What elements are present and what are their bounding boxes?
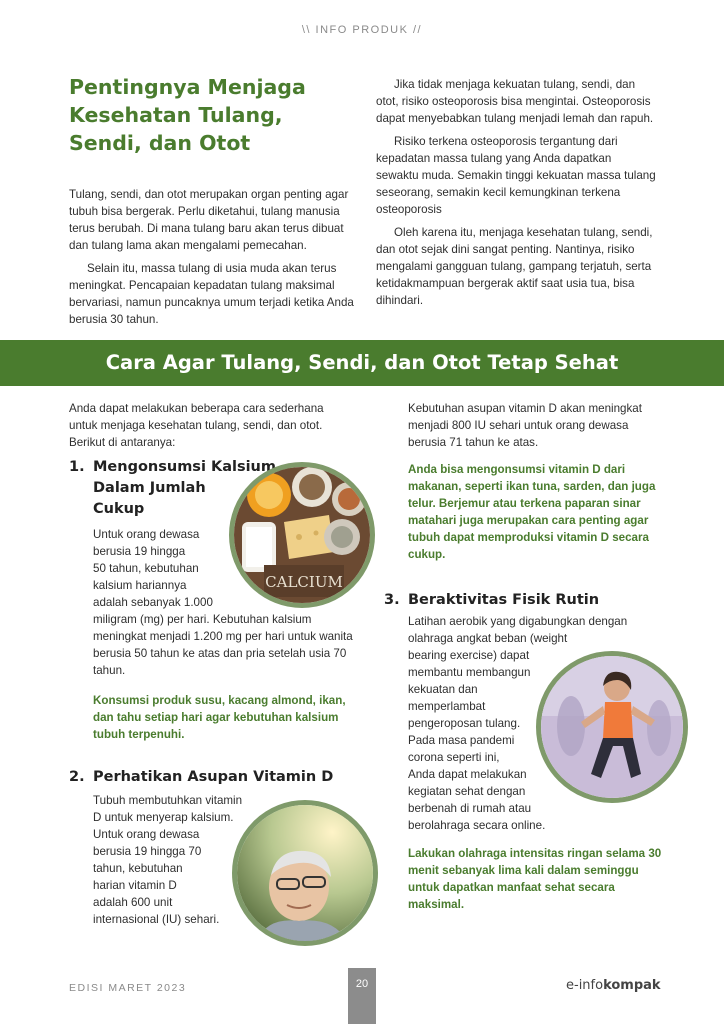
item-2-line: Tubuh membutuhkan vitamin — [93, 794, 243, 807]
item-3-line: bearing exercise) dapat — [408, 649, 530, 662]
item-3-line: Pada masa pandemi — [408, 734, 515, 747]
item-1-body-wrap — [93, 526, 233, 611]
paragraph: Oleh karena itu, menjaga kesehatan tulang, sendi, dan otot sejak dini sangat penting. Nantinya, risiko mengalami gangguan tulang, gampang terjatuh, serta ketidakmampuan bergerak aktif saat usia tua, bisa dihindari. — [376, 226, 653, 307]
item-2-continued: Kebutuhan asupan vitamin D akan meningkat menjadi 800 IU sehari untuk orang dewasa berusia 71 tahun ke atas. — [408, 402, 642, 449]
calcium-food-image — [229, 462, 375, 608]
item-title-line: Cukup — [93, 501, 145, 517]
section-intro: Anda dapat melakukan beberapa cara sederhana untuk menjaga kesehatan tulang, sendi, dan otot. Berikut di antaranya: — [69, 402, 324, 449]
section-label: \\ INFO PRODUK // — [301, 24, 423, 36]
item-3-line: berbenah di rumah atau — [408, 802, 532, 815]
item-3-body-top: Latihan aerobik yang digabungkan dengan olahraga angkat beban (weight — [408, 615, 628, 645]
item-3-line: berolahraga secara online. — [408, 819, 546, 832]
item-1-line: kalsium hariannya — [93, 579, 187, 592]
item-3-line: membantu membangun — [408, 666, 531, 679]
brand-logo — [566, 978, 661, 993]
calcium-chalk-label: CALCIUM — [265, 573, 343, 591]
item-2-tip: Anda bisa mengonsumsi vitamin D dari makanan, seperti ikan tuna, sarden, dan juga telur. Berjemur atau terkena paparan sinar matahari juga merupakan cara penting agar tubuh dapat memproduksi vitamin D secara cukup. — [408, 463, 656, 561]
item-2-line: D untuk menyerap kalsium. — [93, 811, 234, 824]
item-3-line: kekuatan dan — [408, 683, 478, 696]
item-2-line: Untuk orang dewasa — [93, 828, 200, 841]
elderly-sunlight-image — [232, 800, 378, 946]
paragraph: Selain itu, massa tulang di usia muda akan terus meningkat. Pencapaian kepadatan tulang maksimal bervariasi, namun puncaknya umum terjadi ketika Anda berusia 30 tahun. — [69, 262, 354, 326]
section-banner — [0, 340, 724, 386]
item-title: Perhatikan Asupan Vitamin D — [93, 769, 334, 785]
paragraph: Tulang, sendi, dan otot merupakan organ penting agar tubuh bisa bergerak. Perlu diketahui, tulang manusia terus berubah. Di mana tulang baru akan terus dibuat dan tulang lama akan mengalami pemecahan. — [69, 188, 349, 252]
elderly-man-illustration — [237, 805, 373, 941]
item-3-line: kegiatan sehat dengan — [408, 785, 526, 798]
item-3-body — [408, 647, 558, 834]
item-3-line: memperlambat — [408, 700, 486, 713]
item-3-tip: Lakukan olahraga intensitas ringan selama 30 menit sebanyak lima kali dalam seminggu untuk dapatkan manfaat sehat secara maksimal. — [408, 847, 662, 911]
article-title: Pentingnya Menjaga Kesehatan Tulang, Sendi, dan Otot — [69, 75, 306, 155]
edition-label: EDISI MARET 2023 — [69, 982, 187, 994]
article-left-column — [69, 186, 354, 334]
item-2-heading — [69, 767, 333, 788]
paragraph: Jika tidak menjaga kekuatan tulang, sendi, dan otot, risiko osteoporosis bisa mengintai. Osteoporosis dapat menyebabkan tulang menjadi lemah dan rapuh. — [376, 78, 654, 125]
brand-bold: kompak — [603, 978, 661, 993]
article-right-column — [376, 76, 656, 315]
brand-prefix: e-info — [566, 978, 604, 993]
item-2-line: internasional (IU) sehari. — [93, 913, 220, 926]
item-1-line: 50 tahun, kebutuhan — [93, 562, 199, 575]
exercise-image — [536, 651, 688, 803]
page-number: 20 — [348, 968, 376, 1024]
item-1-tip: Konsumsi produk susu, kacang almond, ikan, dan tahu setiap hari agar kebutuhan kalsium tubuh terpenuhi. — [93, 694, 346, 741]
item-3-line: pengeroposan tulang. — [408, 717, 521, 730]
item-number: 2. — [69, 769, 85, 785]
item-title-line: Mengonsumsi Kalsium — [93, 459, 276, 475]
item-3-line: corona seperti ini, — [408, 751, 500, 764]
item-1-line: berusia 19 hingga — [93, 545, 186, 558]
item-2-line: harian vitamin D — [93, 879, 177, 892]
item-1-body-rest: miligram (mg) per hari. Kebutuhan kalsium meningkat menjadi 1.200 mg per hari untuk wanita berusia 50 tahun ke atas dan pria setelah usia 70 tahun. — [93, 613, 353, 677]
item-2-line: adalah 600 unit — [93, 896, 173, 909]
item-title-line: Dalam Jumlah — [93, 480, 206, 496]
section-banner-title: Cara Agar Tulang, Sendi, dan Otot Tetap Sehat — [105, 351, 619, 374]
item-2-line: berusia 19 hingga 70 — [93, 845, 202, 858]
item-title: Beraktivitas Fisik Rutin — [408, 592, 600, 608]
item-3-line: Anda dapat melakukan — [408, 768, 527, 781]
paragraph: Risiko terkena osteoporosis tergantung dari kepadatan massa tulang yang Anda dapatkan sewaktu muda. Semakin tinggi kekuatan massa tulang seseorang, semakin kecil kemungkinan terkena osteoporosis — [376, 135, 656, 216]
item-number: 1. — [69, 459, 85, 475]
item-2-line: tahun, kebutuhan — [93, 862, 183, 875]
item-1-line: Untuk orang dewasa — [93, 528, 200, 541]
item-number: 3. — [384, 592, 400, 608]
woman-exercising-illustration — [541, 656, 683, 798]
item-3-heading — [384, 590, 599, 611]
item-1-line: adalah sebanyak 1.000 — [93, 596, 213, 609]
calcium-illustration — [234, 467, 370, 603]
